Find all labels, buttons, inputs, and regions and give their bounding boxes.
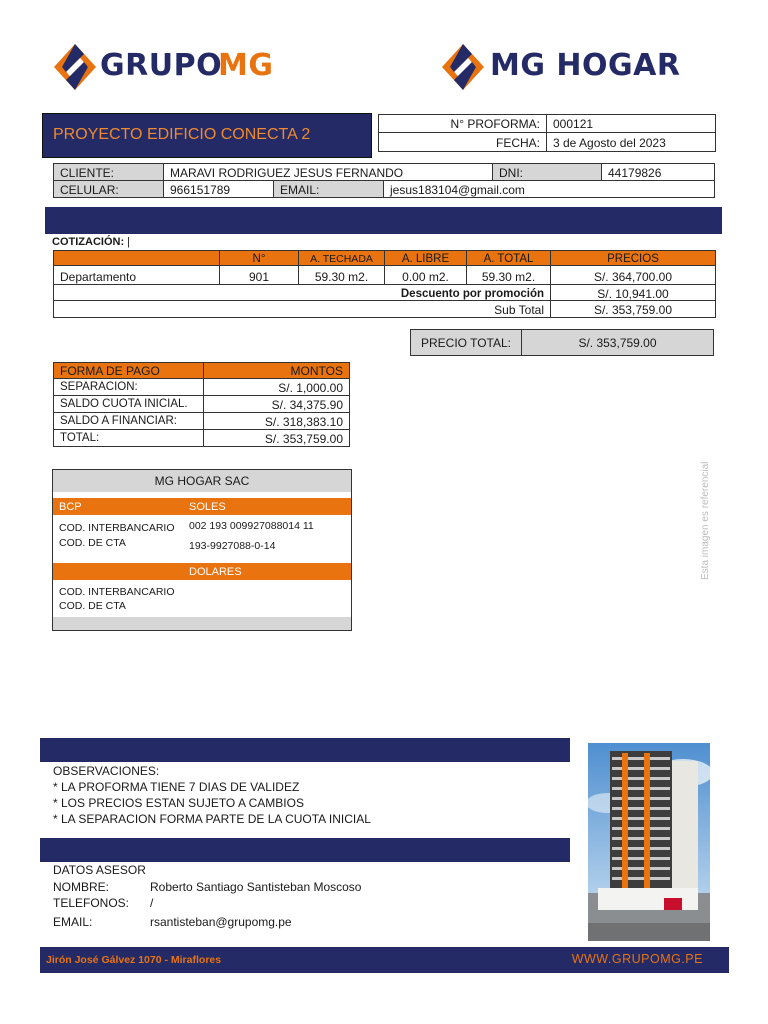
diamond-logo-icon [52, 42, 98, 92]
payment-row-label: SALDO A FINANCIAR: [53, 412, 204, 430]
email-label: EMAIL: [273, 180, 384, 198]
soles-interbancario: 002 193 009927088014 11 [189, 520, 314, 532]
observation-item: * LA PROFORMA TIENE 7 DIAS DE VALIDEZ [53, 780, 300, 794]
dolares-cta-label: COD. DE CTA [59, 600, 126, 612]
building-image [588, 743, 710, 941]
fecha-label: FECHA: [378, 132, 547, 152]
proforma-value: 000121 [546, 114, 716, 133]
quote-row-total: 59.30 m2. [466, 265, 551, 285]
quote-header-total: A. TOTAL [466, 250, 551, 266]
logo-text-mghogar: MG HOGAR [490, 48, 681, 83]
descuento-value: S/. 10,941.00 [550, 284, 716, 301]
project-title: PROYECTO EDIFICIO CONECTA 2 [53, 126, 311, 143]
dolares-interbancario-label: COD. INTERBANCARIO [59, 586, 175, 598]
quote-header-precios: PRECIOS [550, 250, 716, 266]
advisor-bar [40, 838, 570, 862]
quote-row-numero: 901 [219, 265, 299, 285]
celular-label: CELULAR: [53, 180, 164, 198]
cod-interbancario-label: COD. INTERBANCARIO [59, 522, 175, 534]
logo-text-grupo: GRUPO [100, 48, 223, 83]
quote-header-techada: A. TECHADA [298, 250, 385, 266]
cod-cta-label: COD. DE CTA [59, 537, 126, 549]
descuento-label: Descuento por promoción [53, 284, 551, 301]
section-divider [45, 207, 722, 234]
precio-total-value: S/. 353,759.00 [521, 329, 714, 356]
payment-row-value: S/. 1,000.00 [203, 378, 350, 396]
celular-value: 966151789 [163, 180, 274, 198]
footer-website-link[interactable]: WWW.GRUPOMG.PE [571, 952, 703, 966]
cliente-label: CLIENTE: [53, 163, 164, 181]
payment-row-label: SEPARACION: [53, 378, 204, 396]
proforma-label: N° PROFORMA: [378, 114, 547, 133]
bank-box [52, 469, 352, 631]
soles-label: SOLES [189, 501, 226, 513]
footer-bar [40, 947, 729, 973]
image-reference-note: Esta imagen es referencial [700, 461, 711, 580]
payment-header-montos: MONTOS [203, 362, 350, 379]
diamond-logo-icon [440, 42, 486, 92]
quote-row-techada: 59.30 m2. [298, 265, 385, 285]
quote-header-numero: N° [219, 250, 299, 266]
observations-title: OBSERVACIONES: [53, 764, 160, 778]
payment-row-label: TOTAL: [53, 429, 204, 447]
fecha-value: 3 de Agosto del 2023 [546, 132, 716, 152]
cliente-value: MARAVI RODRIGUEZ JESUS FERNANDO [163, 163, 493, 181]
advisor-nombre-value: Roberto Santiago Santisteban Moscoso [150, 880, 362, 894]
advisor-email-value: rsantisteban@grupomg.pe [150, 915, 292, 929]
dni-value: 44179826 [601, 163, 715, 181]
advisor-title: DATOS ASESOR [53, 863, 146, 877]
quote-row-tipo: Departamento [53, 265, 220, 285]
observation-item: * LA SEPARACION FORMA PARTE DE LA CUOTA INICIAL [53, 812, 371, 826]
bank-company: MG HOGAR SAC [53, 470, 351, 492]
bank-footer-bar [53, 617, 351, 630]
bank-dolares-header [53, 563, 351, 580]
soles-cta: 193-9927088-0-14 [189, 540, 276, 552]
quote-row-precio: S/. 364,700.00 [550, 265, 716, 285]
payment-row-label: SALDO CUOTA INICIAL. [53, 395, 204, 413]
dni-label: DNI: [492, 163, 602, 181]
advisor-email-label: EMAIL: [53, 915, 93, 929]
advisor-telefonos-value: / [150, 896, 154, 910]
email-value: jesus183104@gmail.com [383, 180, 715, 198]
advisor-telefonos-label: TELEFONOS: [53, 896, 130, 910]
bank-soles-header [53, 498, 351, 515]
quote-header-blank [53, 250, 220, 266]
advisor-nombre-label: NOMBRE: [53, 880, 110, 894]
subtotal-value: S/. 353,759.00 [550, 300, 716, 318]
dolares-label: DOLARES [189, 566, 242, 578]
logo-text-mg: MG [218, 48, 274, 83]
precio-total-label: PRECIO TOTAL: [410, 329, 522, 356]
grupomg-logo [52, 42, 282, 92]
cotizacion-label: COTIZACIÓN: | [52, 236, 131, 248]
quote-row-libre: 0.00 m2. [384, 265, 467, 285]
observation-item: * LOS PRECIOS ESTAN SUJETO A CAMBIOS [53, 796, 304, 810]
bank-name: BCP [59, 501, 82, 513]
footer-address: Jirón José Gálvez 1070 - Miraflores [46, 954, 222, 966]
payment-row-value: S/. 353,759.00 [203, 429, 350, 447]
mghogar-logo [440, 42, 710, 92]
observations-bar [40, 738, 570, 762]
payment-row-value: S/. 34,375.90 [203, 395, 350, 413]
project-title-bar [42, 113, 372, 158]
payment-row-value: S/. 318,383.10 [203, 412, 350, 430]
quote-header-libre: A. LIBRE [384, 250, 467, 266]
subtotal-label: Sub Total [53, 300, 551, 318]
payment-header-forma: FORMA DE PAGO [53, 362, 204, 379]
